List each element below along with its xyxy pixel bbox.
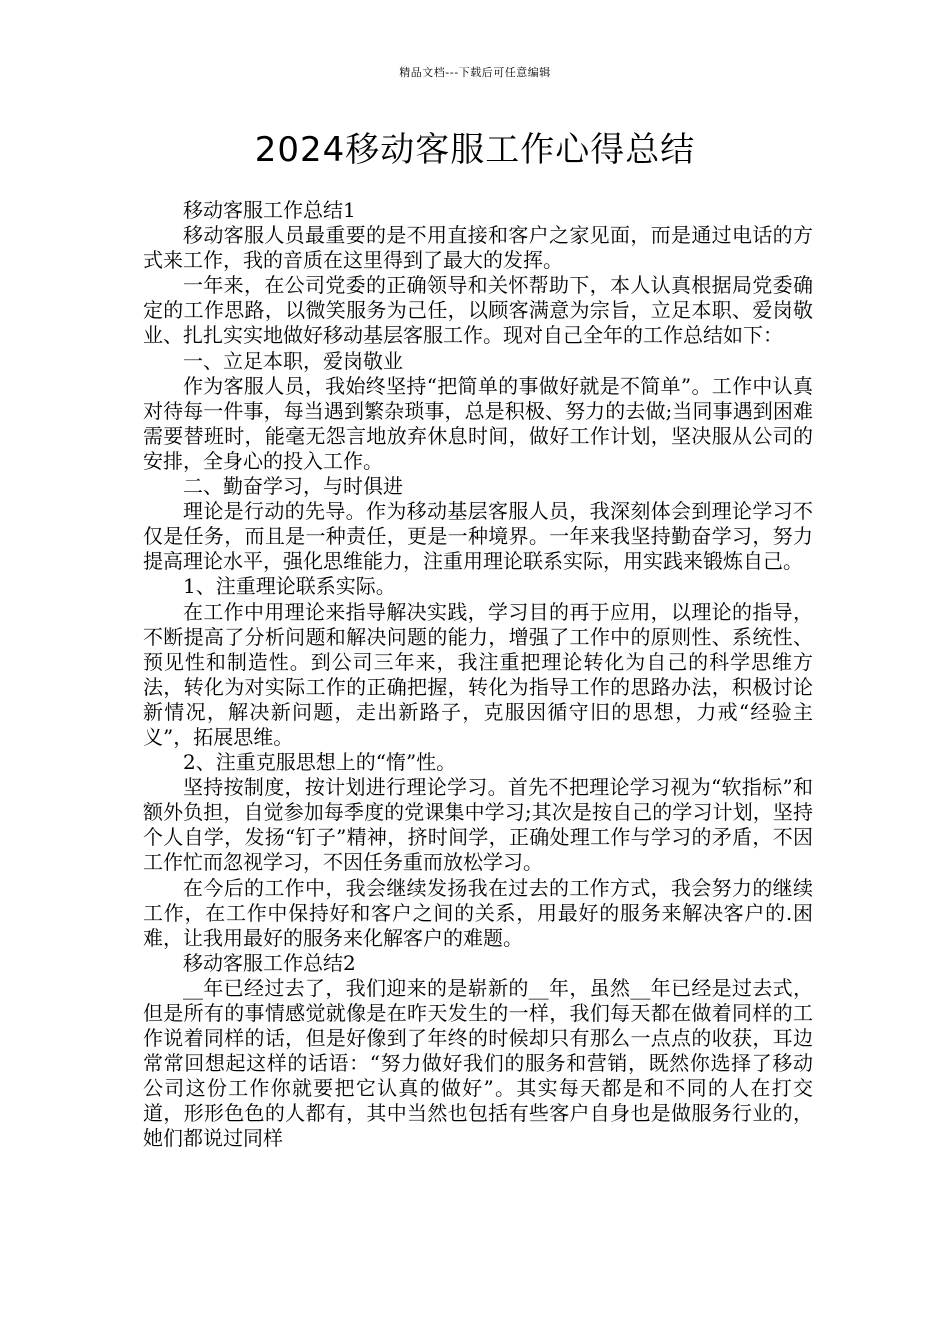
paragraph: 在工作中用理论来指导解决实践，学习目的再于应用，以理论的指导，不断提高了分析问题和解决问题的能力，增强了工作中的原则性、系统性、预见性和制造性。到公司三年来，我注重把理论转化为自己的科学思维方法，转化为对实际工作的正确把握，转化为指导工作的思路办法，积极讨论新情况，解决新问题，走出新路子，克服因循守旧的思想，力戒“经验主义”，拓展思维。 [143, 599, 813, 749]
paragraph: 坚持按制度，按计划进行理论学习。首先不把理论学习视为“软指标”和额外负担，自觉参加每季度的党课集中学习;其次是按自己的学习计划，坚持个人自学，发扬“钉子”精神，挤时间学，正确处理工作与学习的矛盾，不因工作忙而忽视学习，不因任务重而放松学习。 [143, 775, 813, 875]
document-body [143, 198, 813, 1152]
subsection-heading: 2、注重克服思想上的“惰”性。 [183, 750, 457, 775]
header-note: 精品文档---下载后可任意编辑 [399, 66, 551, 79]
paragraph: __年已经过去了，我们迎来的是崭新的__年，虽然__年已经是过去式，但是所有的事情感觉就像是在昨天发生的一样，我们每天都在做着同样的工作说着同样的话，但是好像到了年终的时候却只有那么一点点的收获，耳边常常回想起这样的话语：“努力做好我们的服务和营销，既然你选择了移动公司这份工作你就要把它认真的做好”。其实每天都是和不同的人在打交道，形形色色的人都有，其中当然也包括有些客户自身也是做服务行业的，她们都说过同样 [143, 975, 813, 1151]
paragraph: 在今后的工作中，我会继续发扬我在过去的工作方式，我会努力的继续工作，在工作中保持好和客户之间的关系，用最好的服务来解决客户的.困难，让我用最好的服务来化解客户的难题。 [143, 875, 813, 950]
paragraph: 作为客服人员，我始终坚持“把简单的事做好就是不简单”。工作中认真对待每一件事，每当遇到繁杂琐事，总是积极、努力的去做;当同事遇到困难需要替班时，能毫无怨言地放弃休息时间，做好工作计划，坚决服从公司的安排，全身心的投入工作。 [143, 373, 813, 473]
subsection-heading: 1、注重理论联系实际。 [183, 574, 396, 599]
section-heading: 一、立足本职，爱岗敬业 [183, 348, 403, 373]
paragraph: 理论是行动的先导。作为移动基层客服人员，我深刻体会到理论学习不仅是任务，而且是一种责任，更是一种境界。一年来我坚持勤奋学习，努力提高理论水平，强化思维能力，注重用理论联系实际，用实践来锻炼自己。 [143, 499, 813, 574]
section-heading-summary-2: 移动客服工作总结2 [183, 950, 356, 975]
section-heading-summary-1: 移动客服工作总结1 [183, 198, 356, 222]
page-title: 2024移动客服工作心得总结 [254, 130, 696, 170]
paragraph: 一年来，在公司党委的正确领导和关怀帮助下，本人认真根据局党委确定的工作思路，以微笑服务为己任，以顾客满意为宗旨，立足本职、爱岗敬业、扎扎实实地做好移动基层客服工作。现对自己全年的工作总结如下： [143, 273, 813, 348]
paragraph: 移动客服人员最重要的是不用直接和客户之家见面，而是通过电话的方式来工作，我的音质在这里得到了最大的发挥。 [143, 223, 813, 273]
section-heading: 二、勤奋学习，与时俱进 [183, 474, 403, 499]
